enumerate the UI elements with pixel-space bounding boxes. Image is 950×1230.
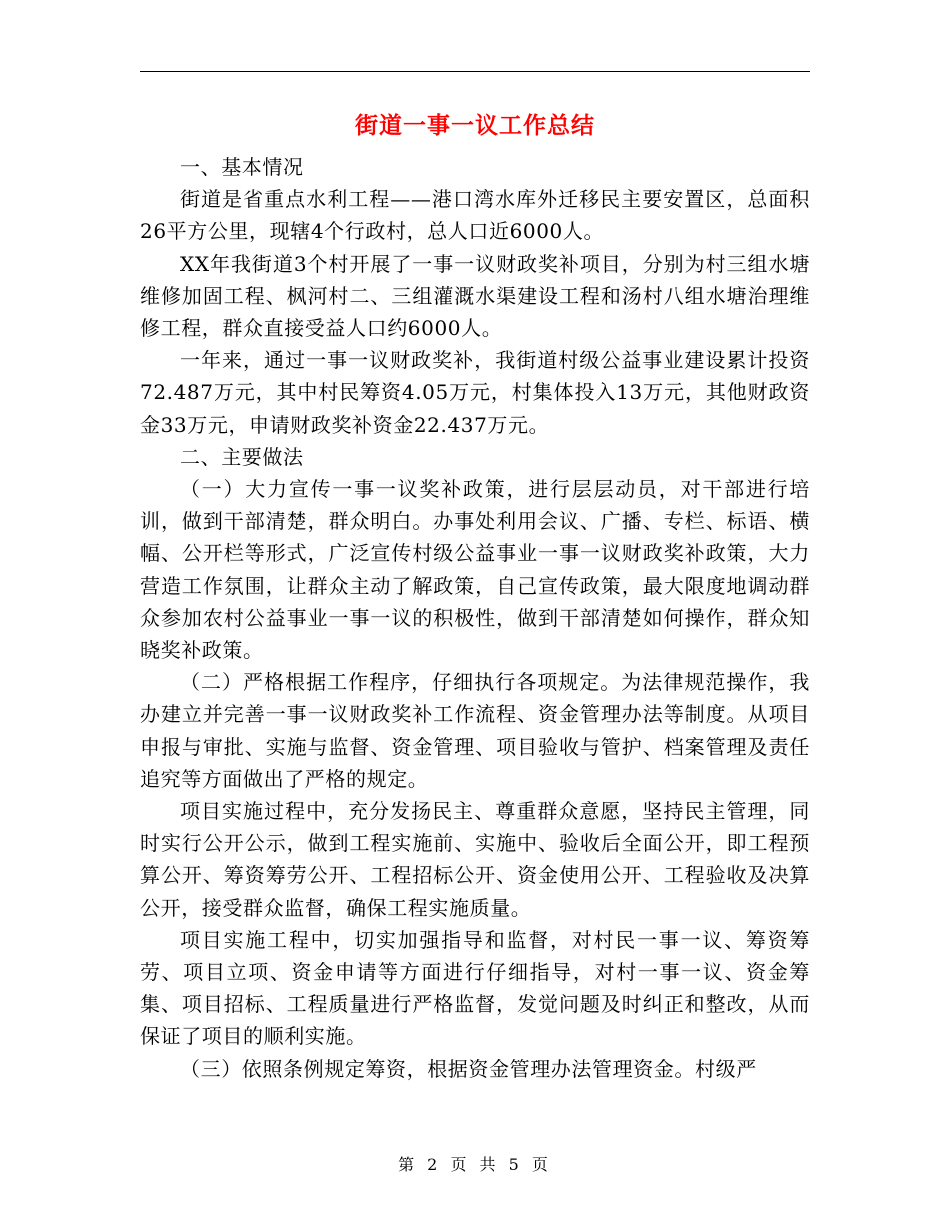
paragraph-practice-3: （三）依照条例规定筹资，根据资金管理办法管理资金。村级严 [180,1056,757,1081]
document-body [140,151,810,1085]
paragraph-overview: 街道是省重点水利工程——港口湾水库外迁移民主要安置区，总面积26平方公里，现辖4个行政村，总人口近6000人。 [140,187,810,244]
paragraph-implementation-democracy: 项目实施过程中，充分发扬民主、尊重群众意愿，坚持民主管理，同时实行公开公示，做到工程实施前、实施中、验收后全面公开，即工程预算公开、筹资筹劳公开、工程招标公开、资金使用公开、工程验收及决算公开，接受群众监督，确保工程实施质量。 [140,799,810,920]
paragraph-projects: XX年我街道3个村开展了一事一议财政奖补项目，分别为村三组水塘维修加固工程、枫河村二、三组灌溉水渠建设工程和汤村八组水塘治理维修工程，群众直接受益人口约6000人。 [140,251,810,341]
section-heading-basic-situation: 一、基本情况 [180,155,304,179]
paragraph-implementation-supervision: 项目实施工程中，切实加强指导和监督，对村民一事一议、筹资筹劳、项目立项、资金申请等方面进行仔细指导，对村一事一议、资金筹集、项目招标、工程质量进行严格监督，发觉问题及时纠正和整改，从而保证了项目的顺利实施。 [140,927,810,1049]
page-number: 第 2 页 共 5 页 [398,1155,552,1174]
section-heading-main-practices: 二、主要做法 [180,444,304,469]
document-title: 街道一事一议工作总结 [355,112,595,139]
paragraph-practice-1: （一）大力宣传一事一议奖补政策，进行层层动员，对干部进行培训，做到干部清楚，群众明白。办事处利用会议、广播、专栏、标语、横幅、公开栏等形式，广泛宣传村级公益事业一事一议财政奖补政策，大力营造工作氛围，让群众主动了解政策，自己宣传政策，最大限度地调动群众参加农村公益事业一事一议的积极性，做到干部清楚如何操作，群众知晓奖补政策。 [140,477,810,663]
paragraph-investment: 一年来，通过一事一议财政奖补，我街道村级公益事业建设累计投资72.487万元，其中村民筹资4.05万元，村集体投入13万元，其他财政资金33万元，申请财政奖补资金22.437万元。 [140,348,810,437]
paragraph-practice-2: （二）严格根据工作程序，仔细执行各项规定。为法律规范操作，我办建立并完善一事一议财政奖补工作流程、资金管理办法等制度。从项目申报与审批、实施与监督、资金管理、项目验收与管护、档案管理及责任追究等方面做出了严格的规定。 [140,670,810,791]
header-rule [140,71,810,72]
